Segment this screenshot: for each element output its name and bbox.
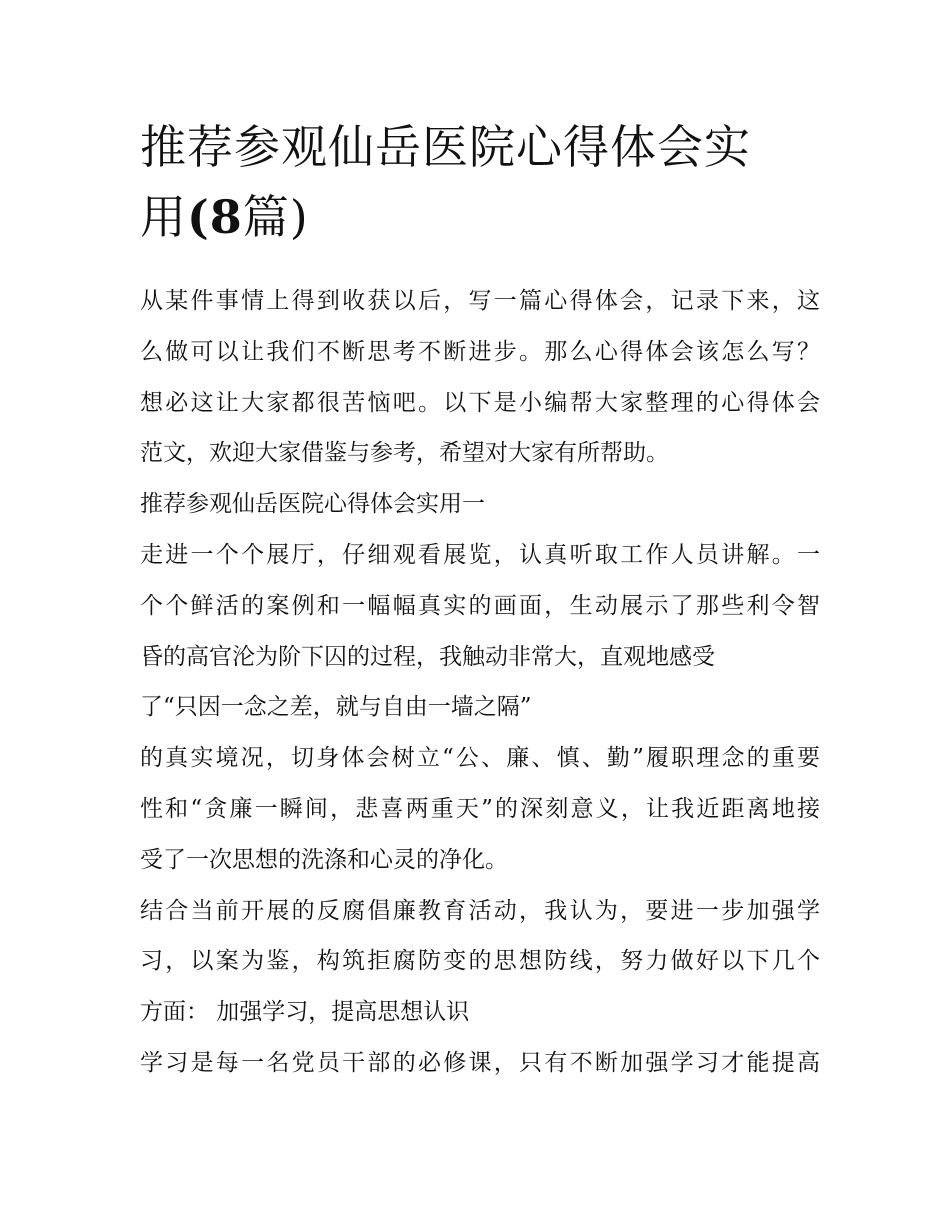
body-line: 想必这让大家都很苦恼吧。以下是小编帮大家整理的心得体会 [140, 389, 820, 416]
title-line-2-suffix: 篇) [242, 190, 309, 244]
body-line: 昏的高官沦为阶下囚的过程，我触动非常大，直观地感受 [140, 643, 715, 670]
title-line-2-number: (8 [187, 190, 243, 244]
body-line: 范文，欢迎大家借鉴与参考，希望对大家有所帮助。 [140, 440, 669, 467]
title-line-2-prefix: 用 [140, 190, 187, 244]
section-heading: 推荐参观仙岳医院心得体会实用一 [140, 491, 485, 518]
body-line: 性和“贪廉一瞬间，悲喜两重天”的深刻意义，让我近距离地接 [140, 795, 820, 822]
body-line: 受了一次思想的洗涤和心灵的净化。 [140, 846, 508, 873]
body-line: 学习是每一名党员干部的必修课，只有不断加强学习才能提高 [140, 1049, 820, 1076]
body-line: 走进一个个展厅，仔细观看展览，认真听取工作人员讲解。一 [140, 541, 820, 568]
body-line: 个个鲜活的案例和一幅幅真实的画面，生动展示了那些利令智 [140, 592, 820, 619]
body-line: 的真实境况，切身体会树立“公、廉、慎、勤”履职理念的重要 [140, 745, 820, 772]
body-line: 么做可以让我们不断思考不断进步。那么心得体会该怎么写？ [140, 338, 820, 365]
body-line: 了“只因一念之差，就与自由一墙之隔” [140, 694, 532, 721]
document-body [140, 276, 820, 1089]
body-line: 习，以案为鉴，构筑拒腐防变的思想防线，努力做好以下几个 [140, 948, 820, 975]
body-line: 方面： 加强学习，提高思想认识 [140, 999, 470, 1026]
body-line: 结合当前开展的反腐倡廉教育活动，我认为，要进一步加强学 [140, 897, 820, 924]
document-title [140, 112, 820, 252]
body-line: 从某件事情上得到收获以后，写一篇心得体会，记录下来，这 [140, 288, 820, 314]
title-line-1: 推荐参观仙岳医院心得体会实 [140, 120, 751, 174]
